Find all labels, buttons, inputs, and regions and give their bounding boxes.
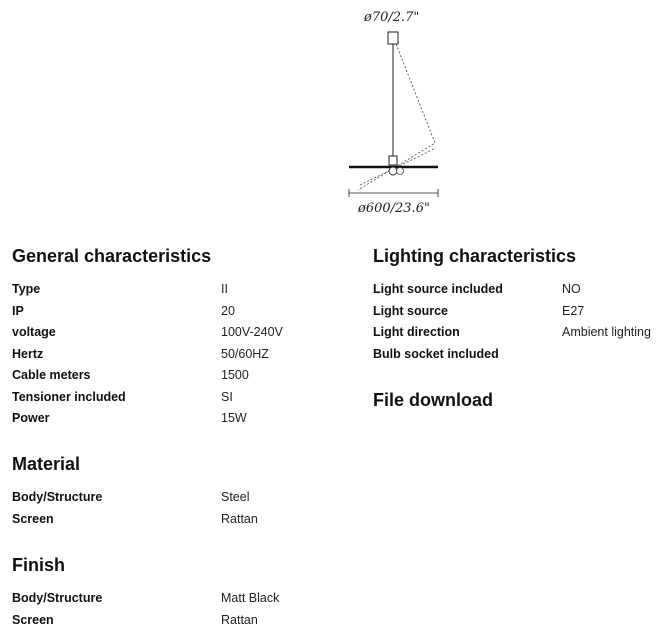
spec-value: 15W [221, 411, 247, 425]
spec-label: Type [12, 282, 41, 296]
spec-value: SI [221, 390, 233, 404]
spec-label: Screen [12, 613, 54, 627]
general-characteristics-title: General characteristics [12, 246, 212, 266]
spec-value: Matt Black [221, 591, 280, 605]
finish-title: Finish [12, 555, 65, 575]
spec-value: NO [562, 282, 581, 296]
spec-value: 1500 [221, 368, 249, 382]
spec-label: Bulb socket included [373, 347, 499, 361]
spec-value: 20 [221, 304, 235, 318]
canopy [388, 32, 398, 44]
top-diameter-label: ø70/2.7" [364, 10, 420, 25]
spec-label: Screen [12, 512, 54, 526]
bulb-socket [389, 156, 397, 165]
spec-label: Body/Structure [12, 591, 103, 605]
spec-value: II [221, 282, 228, 296]
spec-value: Rattan [221, 512, 258, 526]
spec-label: Hertz [12, 347, 44, 361]
material-title: Material [12, 454, 81, 474]
spec-label: IP [12, 304, 24, 318]
spec-value: Rattan [221, 613, 258, 627]
spec-label: Light source included [373, 282, 503, 296]
spec-value: Ambient lighting [562, 325, 651, 339]
spec-value: 100V-240V [221, 325, 283, 339]
dimension-drawing [330, 0, 460, 222]
spec-label: voltage [12, 325, 56, 339]
spec-value: 50/60HZ [221, 347, 269, 361]
spec-label: Power [12, 411, 50, 425]
bottom-diameter-label: ø600/23.6" [358, 201, 430, 216]
spec-label: Tensioner included [12, 390, 126, 404]
spec-label: Light source [373, 304, 449, 318]
file-download-link[interactable]: File download [373, 390, 493, 410]
spec-value: E27 [562, 304, 585, 318]
lighting-characteristics-title: Lighting characteristics [373, 246, 577, 266]
spec-value: Steel [221, 490, 250, 504]
bulb [389, 167, 397, 175]
spec-label: Light direction [373, 325, 460, 339]
spec-label: Cable meters [12, 368, 91, 382]
tilted-bulb [397, 168, 404, 175]
spec-label: Body/Structure [12, 490, 103, 504]
